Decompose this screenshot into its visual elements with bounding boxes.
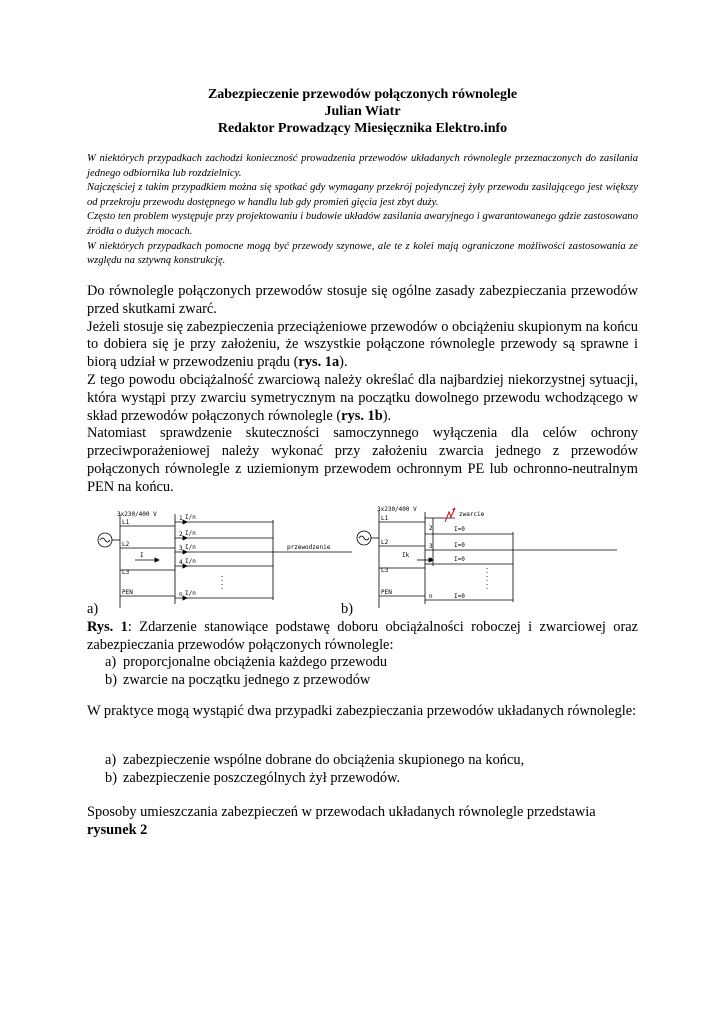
final-paragraph: Sposoby umieszczania zabezpieczeń w przewodach układanych równolegle przedstawia rysunek 2: [87, 804, 596, 838]
svg-text:zwarcie: zwarcie: [459, 511, 485, 518]
svg-text:I: I: [140, 552, 144, 559]
svg-text:I/n: I/n: [185, 590, 196, 597]
figure-1a-labels: [117, 511, 331, 598]
svg-text:3: 3: [429, 543, 433, 550]
caption-text: : Zdarzenie stanowiące podstawę doboru obciążalności roboczej i zwarciowej oraz zabezpieczania przewodów połączonych równolegle:: [87, 619, 639, 653]
caption-label: Rys. 1: [87, 619, 128, 635]
svg-text:L1: L1: [122, 519, 130, 526]
svg-text:3x230/400 V: 3x230/400 V: [117, 511, 157, 518]
svg-text:I=0: I=0: [454, 593, 465, 600]
source-wave: [359, 536, 369, 540]
svg-text:PEN: PEN: [122, 589, 133, 596]
svg-text:2: 2: [179, 531, 183, 538]
author-name: Julian Wiatr: [324, 104, 401, 119]
figure-1a: [98, 514, 352, 608]
svg-text:I/n: I/n: [185, 530, 196, 537]
paragraph-short-circuit: Z tego powodu obciążalność zwarciową należy określać dla najbardziej niekorzystnej sytuacji, która wystąpi przy zwarciu symetrycznym na początku dowolnego przewodu wchodzącego w skład przewodów połączonych równolegle (rys. 1b).: [87, 371, 638, 424]
intro-paragraph: Często ten problem występuje przy projektowaniu i budowie układów zasilania awaryjnego i gwarantowanego gdzie zastosowano źródła o dużych mocach.: [87, 211, 638, 237]
figure-label-b: b): [341, 601, 353, 617]
svg-text:4: 4: [179, 559, 183, 566]
svg-text:L3: L3: [381, 567, 389, 574]
svg-text:2: 2: [429, 525, 433, 532]
paragraph-general-rules: Do równolegle połączonych przewodów stosuje się ogólne zasady zabezpieczania przewodów przed skutkami zwarć.: [87, 283, 638, 317]
figure-1b: [357, 510, 617, 608]
intro-paragraph: W niektórych przypadkach pomocne mogą być przewody szynowe, ale te z kolei mają ograniczone możliwości zastosowania ze względu na sztywną konstrukcję.: [87, 240, 638, 267]
practice-list: [105, 752, 625, 788]
svg-text:I=0: I=0: [454, 542, 465, 549]
svg-text:L2: L2: [381, 539, 389, 546]
figure-panel-labels: [87, 601, 638, 619]
svg-text:Ik: Ik: [402, 552, 410, 559]
paragraph-protection-check: Natomiast sprawdzenie skuteczności samoczynnego wyłączenia dla celów ochrony przeciwporażeniowej należy wykonać przy założeniu zwarcia jednego z przewodów połączonych równolegle z uziemionym przewodem ochronnym PE lub ochronno-neutralnym PEN na końcu.: [87, 425, 638, 495]
svg-text:I/n: I/n: [185, 544, 196, 551]
list-item: a) proporcjonalne obciążenia każdego przewodu: [105, 654, 388, 670]
figure-caption: [87, 619, 638, 655]
figure-ref-2[interactable]: rysunek 2: [87, 821, 148, 838]
svg-text:I/n: I/n: [185, 558, 196, 565]
svg-text:I/n: I/n: [185, 514, 196, 521]
fault-icon: [445, 508, 455, 522]
svg-text:n: n: [179, 591, 183, 598]
list-item: b) zwarcie na początku jednego z przewodów: [105, 671, 371, 688]
intro-paragraph: Najczęściej z takim przypadkiem można się spotkać gdy wymagany przekrój pojedynczej żyły przewodu zasilającego jest większy od przekroju przewodu dostępnego w handlu lub gdy promień gięcia jest zbyt duży.: [87, 182, 638, 208]
svg-text:3: 3: [179, 545, 183, 552]
source-wave: [100, 538, 110, 542]
svg-text:L3: L3: [122, 569, 130, 576]
intro-paragraph: W niektórych przypadkach zachodzi konieczność prowadzenia przewodów układanych równolegle przeznaczonych do zasilania jednego odbiornika lub rozdzielnicy.: [87, 153, 638, 179]
svg-text:PEN: PEN: [381, 589, 392, 596]
svg-text:I=0: I=0: [454, 556, 465, 563]
svg-text:I=0: I=0: [454, 526, 465, 533]
figure-label-a: a): [87, 601, 99, 617]
document-title: Zabezpieczenie przewodów połączonych równolegle: [207, 87, 518, 102]
svg-text:L1: L1: [381, 515, 389, 522]
author-role: Redaktor Prowadzący Miesięcznika Elektro.info: [217, 121, 508, 136]
main-text: [87, 283, 638, 497]
svg-text:przewodzenie: przewodzenie: [287, 544, 331, 551]
paragraph-overload: Jeżeli stosuje się zabezpieczenia przeciążeniowe przewodów o obciążeniu skupionym na końcu to dobiera się je przy założeniu, że wszystkie połączone równolegle przewody są sprawne i biorą udział w przewodzeniu prądu (rys. 1a).: [87, 318, 638, 371]
practice-paragraph: W praktyce mogą wystąpić dwa przypadki zabezpieczania przewodów układanych równolegle:: [87, 703, 637, 719]
svg-text:3x230/400 V: 3x230/400 V: [377, 506, 417, 513]
svg-text:n: n: [429, 593, 433, 600]
figure-ref-1b[interactable]: rys. 1b: [341, 407, 383, 424]
svg-text:1: 1: [179, 515, 183, 522]
figure-ref-1a[interactable]: rys. 1a: [298, 354, 340, 371]
list-item: a) zabezpieczenie wspólne dobrane do obciążenia skupionego na końcu,: [105, 752, 525, 768]
intro-section: [87, 152, 638, 269]
list-item: b) zabezpieczenie poszczególnych żył przewodów.: [105, 769, 401, 786]
caption-list: [105, 654, 625, 690]
figure-1b-labels: [377, 506, 485, 600]
svg-text:L2: L2: [122, 541, 130, 548]
svg-text:4: 4: [429, 557, 433, 564]
